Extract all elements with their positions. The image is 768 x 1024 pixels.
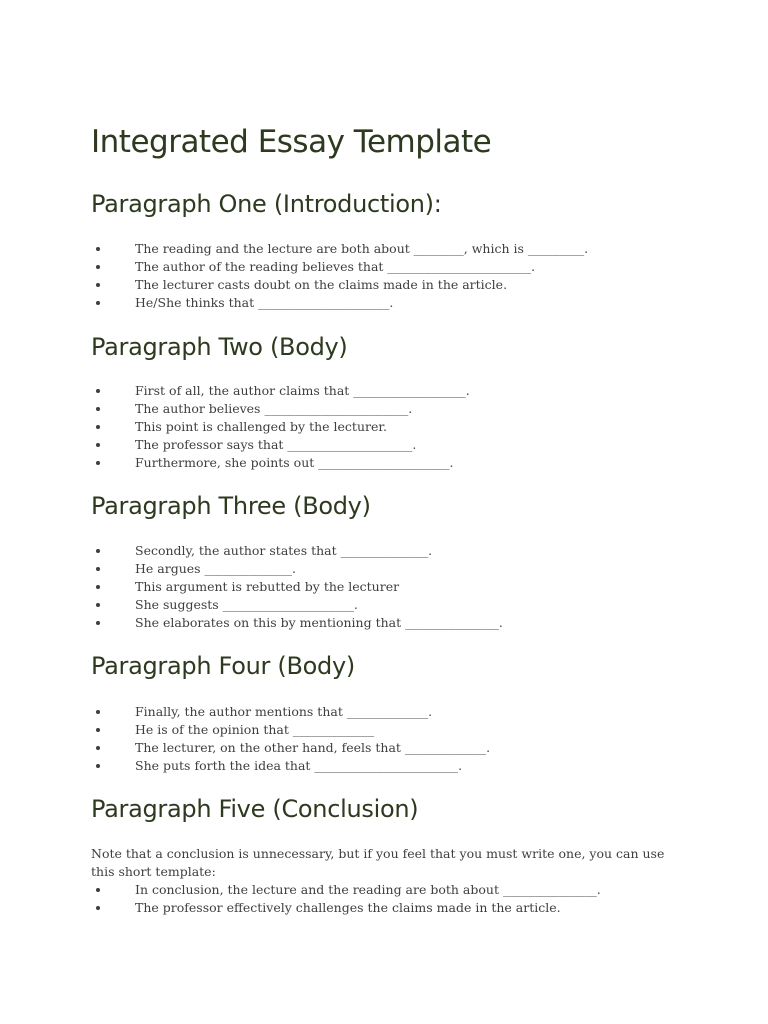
bullet-list xyxy=(91,703,731,775)
conclusion-note: Note that a conclusion is unnecessary, but if you feel that you must write one, you can use this short template: xyxy=(91,846,665,879)
bullet-icon xyxy=(96,461,100,465)
list-item xyxy=(91,757,731,775)
list-item-text: The professor says that ____________________. xyxy=(135,437,417,452)
list-item-text: She puts forth the idea that _______________________. xyxy=(135,758,463,773)
section-heading: Paragraph Three (Body) xyxy=(91,492,371,520)
bullet-icon xyxy=(96,603,100,607)
list-item xyxy=(91,578,731,596)
bullet-list xyxy=(91,240,731,312)
list-item-text: He argues ______________. xyxy=(135,561,297,576)
list-item-text: The lecturer casts doubt on the claims made in the article. xyxy=(135,277,508,292)
bullet-list xyxy=(91,382,731,472)
bullet-list xyxy=(91,542,731,632)
bullet-list xyxy=(91,881,731,917)
list-item xyxy=(91,739,731,757)
list-item-text: She elaborates on this by mentioning that _______________. xyxy=(135,615,503,630)
list-item xyxy=(91,596,731,614)
bullet-icon xyxy=(96,567,100,571)
section-paragraph-one xyxy=(91,188,731,312)
section-paragraph-four xyxy=(91,650,731,775)
bullet-icon xyxy=(96,301,100,305)
bullet-icon xyxy=(96,621,100,625)
list-item xyxy=(91,276,731,294)
list-item xyxy=(91,560,731,578)
list-item xyxy=(91,258,731,276)
bullet-icon xyxy=(96,407,100,411)
list-item-text: The author believes _______________________. xyxy=(135,401,413,416)
section-paragraph-five xyxy=(91,793,731,917)
bullet-icon xyxy=(96,746,100,750)
bullet-icon xyxy=(96,710,100,714)
bullet-icon xyxy=(96,247,100,251)
bullet-icon xyxy=(96,265,100,269)
bullet-icon xyxy=(96,888,100,892)
list-item-text: She suggests _____________________. xyxy=(135,597,358,612)
list-item xyxy=(91,721,731,739)
section-heading: Paragraph Five (Conclusion) xyxy=(91,795,419,823)
list-item xyxy=(91,294,731,312)
list-item-text: First of all, the author claims that __________________. xyxy=(135,383,470,398)
list-item-text: Finally, the author mentions that _____________. xyxy=(135,704,433,719)
list-item xyxy=(91,614,731,632)
list-item-text: The reading and the lecture are both about ________, which is _________. xyxy=(135,241,589,256)
bullet-icon xyxy=(96,283,100,287)
list-item xyxy=(91,400,731,418)
list-item xyxy=(91,382,731,400)
bullet-icon xyxy=(96,425,100,429)
section-paragraph-three xyxy=(91,490,731,632)
bullet-icon xyxy=(96,549,100,553)
section-paragraph-two xyxy=(91,331,731,472)
section-heading: Paragraph One (Introduction): xyxy=(91,190,442,218)
list-item xyxy=(91,899,731,917)
section-heading: Paragraph Four (Body) xyxy=(91,652,355,680)
list-item-text: He/She thinks that _____________________. xyxy=(135,295,394,310)
bullet-icon xyxy=(96,585,100,589)
section-heading: Paragraph Two (Body) xyxy=(91,333,348,361)
list-item-text: Furthermore, she points out _____________________. xyxy=(135,455,454,470)
list-item xyxy=(91,703,731,721)
list-item xyxy=(91,542,731,560)
page-title: Integrated Essay Template xyxy=(91,124,492,160)
list-item xyxy=(91,881,731,899)
list-item-text: He is of the opinion that _____________ xyxy=(135,722,375,737)
list-item-text: The lecturer, on the other hand, feels that _____________. xyxy=(135,740,491,755)
bullet-icon xyxy=(96,728,100,732)
bullet-icon xyxy=(96,389,100,393)
list-item-text: The professor effectively challenges the claims made in the article. xyxy=(135,900,561,915)
list-item xyxy=(91,454,731,472)
list-item xyxy=(91,418,731,436)
list-item-text: In conclusion, the lecture and the reading are both about _______________. xyxy=(135,882,601,897)
list-item-text: This point is challenged by the lecturer. xyxy=(135,419,387,434)
bullet-icon xyxy=(96,764,100,768)
list-item-text: Secondly, the author states that ______________. xyxy=(135,543,433,558)
list-item xyxy=(91,436,731,454)
bullet-icon xyxy=(96,906,100,910)
bullet-icon xyxy=(96,443,100,447)
list-item-text: This argument is rebutted by the lecturer xyxy=(135,579,400,594)
list-item xyxy=(91,240,731,258)
list-item-text: The author of the reading believes that _______________________. xyxy=(135,259,536,274)
